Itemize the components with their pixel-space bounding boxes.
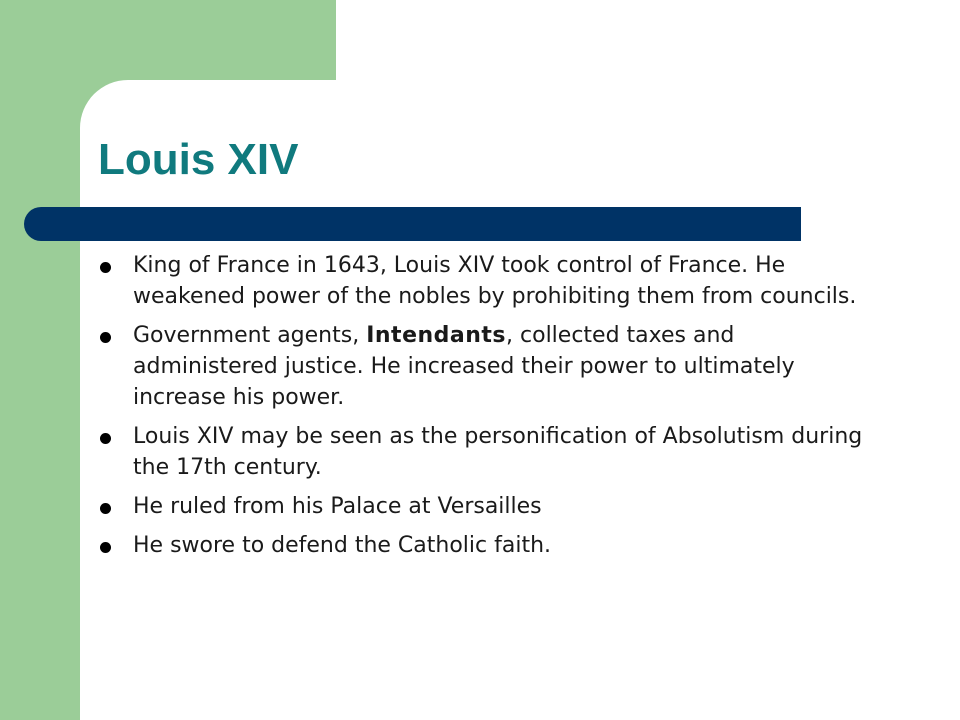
bullet-item [100,320,880,413]
bullet-list [100,250,880,569]
bullet-text: He swore to defend the Catholic faith. [133,533,552,558]
bullet-text [133,323,795,410]
bullet-item [100,250,880,312]
bullet-text-lead: Government agents, [133,323,367,348]
slide-title: Louis XIV [98,135,299,184]
bullet-text-tail: , collected taxes and administered justice. He increased their power to ultimately increase his power. [133,323,795,410]
bullet-text: He ruled from his Palace at Versailles [133,494,542,519]
bullet-item [100,421,880,483]
bullet-item [100,530,880,561]
title-underline-bar [24,207,801,241]
bullet-item [100,491,880,522]
bullet-dot-icon [100,542,111,553]
bullet-dot-icon [100,332,111,343]
bullet-dot-icon [100,503,111,514]
intendants-emphasis: Intendants [366,323,507,348]
bullet-dot-icon [100,262,111,273]
bullet-text: Louis XIV may be seen as the personification of Absolutism during the 17th century. [133,424,863,480]
bullet-dot-icon [100,433,111,444]
bullet-text: King of France in 1643, Louis XIV took control of France. He weakened power of the nobles by prohibiting them from councils. [133,253,857,309]
